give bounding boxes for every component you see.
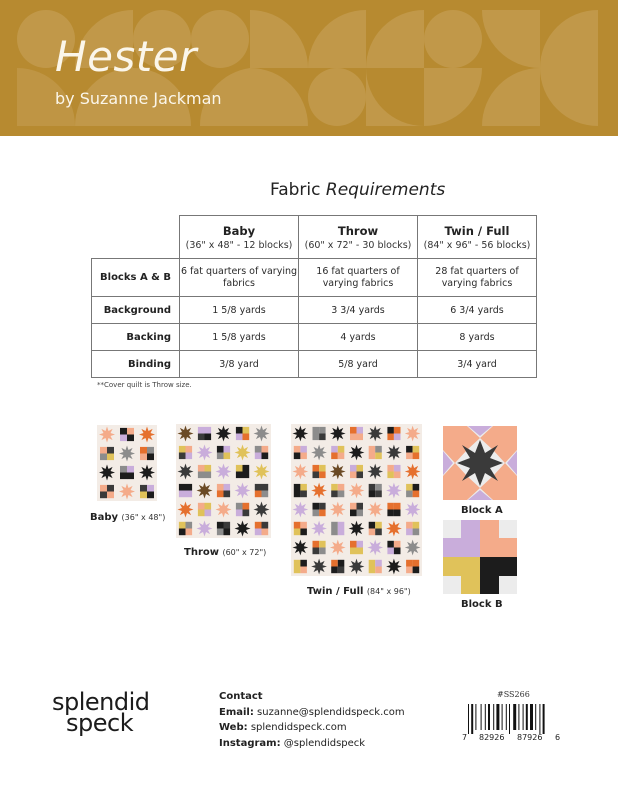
table-row [92,324,537,351]
table-row [92,297,537,324]
row-label: Background [92,297,180,324]
column-size: Baby [222,223,256,238]
table-cell: 5/8 yard [299,351,418,378]
row-label: Binding [92,351,180,378]
block-b-label: Block B [461,599,503,610]
quilt-name: Baby [90,512,119,523]
barcode-right-digit: 6 [555,733,561,742]
contact-email [219,705,405,721]
baby-quilt-image [97,425,157,501]
cover-quilt-footnote: **Cover quilt is Throw size. [97,381,192,389]
contact-block [219,689,405,751]
throw-quilt-image [176,424,271,538]
barcode-group-1: 82926 [479,733,505,742]
table-cell: 3/8 yard [180,351,299,378]
column-dims: (36" x 48" - 12 blocks) [185,239,293,251]
row-label: Blocks A & B [92,259,180,297]
title-italic: Requirements [325,180,446,200]
table-cell: 3 3/4 yards [299,297,418,324]
barcode-left-digit: 7 [462,733,468,742]
table-cell: 3/4 yard [418,351,537,378]
quilt-dims: (84" x 96") [366,587,411,596]
block-a-diagram [443,426,517,500]
barcode-group-2: 87926 [517,733,543,742]
barcode-image [460,704,560,734]
quilt-dims: (60" x 72") [222,548,267,557]
table-cell: 8 yards [418,324,537,351]
table-cell: 1 5/8 yards [180,297,299,324]
baby-quilt-label [90,512,165,523]
instagram-handle[interactable]: @splendidspeck [283,737,366,749]
instagram-label: Instagram: [219,737,281,749]
logo-line-2: speck [66,709,134,737]
splendid-speck-logo [52,688,150,737]
web-label: Web: [219,722,248,733]
table-cell: 6 fat quarters of varying fabrics [180,259,299,297]
quilt-name: Throw [184,547,219,558]
column-header-baby [180,216,299,259]
logo-line-1: splendid [52,688,150,716]
quilt-name: Twin / Full [307,586,364,597]
designer-byline: by Suzanne Jackman [55,89,222,108]
table-cell: 16 fat quarters of varying fabrics [299,259,418,297]
email-label: Email: [219,706,254,718]
title-plain: Fabric [270,180,321,200]
block-b-diagram [443,520,517,594]
block-a-label: Block A [461,505,503,516]
twin-full-quilt-image [291,424,422,576]
column-dims: (60" x 72" - 30 blocks) [304,239,412,251]
empty-corner-cell [92,216,180,259]
fabric-requirements-title [270,180,445,200]
column-dims: (84" x 96" - 56 blocks) [423,239,531,251]
web-link[interactable]: splendidspeck.com [250,722,347,733]
table-header-row [92,216,537,259]
quilt-dims: (36" x 48") [121,513,166,522]
header-banner [0,0,618,136]
column-size: Twin / Full [444,223,510,238]
column-size: Throw [337,223,379,238]
table-row [92,351,537,378]
fabric-requirements-table [91,215,537,378]
table-cell: 28 fat quarters of varying fabrics [418,259,537,297]
row-label: Backing [92,324,180,351]
sku-number: #SS266 [497,690,530,699]
twin-full-quilt-label [307,586,411,597]
column-header-twin-full [418,216,537,259]
column-header-throw [299,216,418,259]
email-link[interactable]: suzanne@splendidspeck.com [257,706,405,718]
table-cell: 4 yards [299,324,418,351]
pattern-title: Hester [55,32,197,81]
contact-instagram [219,736,405,752]
table-cell: 1 5/8 yards [180,324,299,351]
contact-heading: Contact [219,691,263,702]
table-row [92,259,537,297]
table-cell: 6 3/4 yards [418,297,537,324]
throw-quilt-label [184,547,266,558]
contact-web [219,720,405,736]
